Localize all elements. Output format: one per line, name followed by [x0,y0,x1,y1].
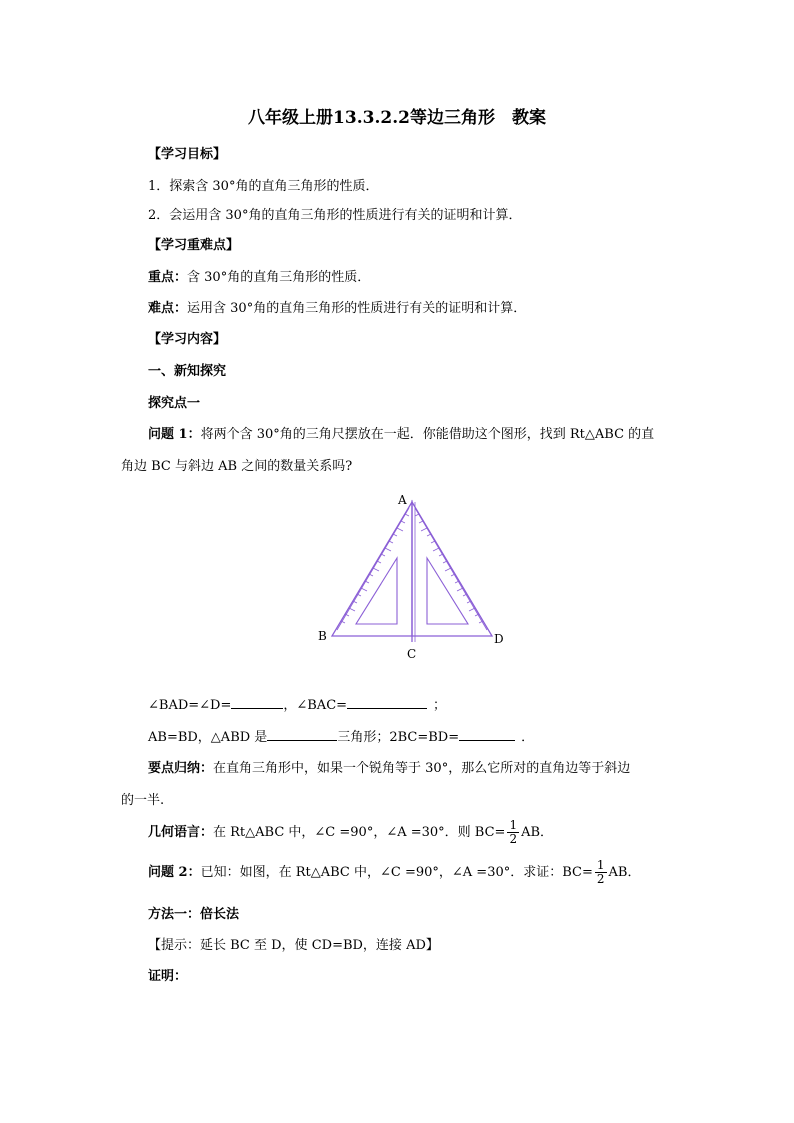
fraction-denominator: 2 [509,832,518,846]
question-2-label: 问题 2： [148,865,201,880]
keypoints-header: 【学习重难点】 [148,238,240,253]
diff-label: 难点： [148,301,188,316]
blank-3[interactable] [267,727,337,741]
goals-header: 【学习目标】 [148,147,227,162]
key-label: 重点： [148,270,188,285]
fraction-denominator: 2 [596,872,605,886]
question-1-label: 问题 1： [148,427,201,442]
label-d: D [494,632,504,646]
angle-bac-text: ，∠BAC= [283,698,348,713]
question-2 [148,858,640,888]
period: ． [521,730,535,745]
point-1-heading: 探究点一 [148,396,201,411]
summary-text: 在直角三角形中，如果一个锐角等于 30°，那么它所对的直角边等于斜边 [213,761,631,776]
part-1-heading: 一、新知探究 [148,364,227,379]
difficult-point [148,299,526,319]
goal-2: 2．会运用含 30°角的直角三角形的性质进行有关的证明和计算． [148,208,522,223]
diff-text: 运用含 30°角的直角三角形的性质进行有关的证明和计算． [187,301,527,316]
blank-4[interactable] [459,727,515,741]
hint-text: 【提示：延长 BC 至 D，使 CD=BD，连接 AD】 [148,938,439,953]
fill-line-2 [148,727,534,748]
left-set-square [332,502,412,636]
geometry-text: 在 Rt△ABC 中，∠C =90°，∠A =30°．则 BC= [213,825,506,840]
left-inner-hole [356,558,397,624]
question-1-line-1 [148,425,654,445]
fraction-numerator: 1 [509,818,518,832]
content-header: 【学习内容】 [148,332,227,347]
question-2-tail: AB． [608,865,641,880]
semicolon: ； [433,698,447,713]
blank-2[interactable] [347,695,427,709]
method-heading: 方法一：倍长法 [148,907,240,922]
summary-line-2: 的一半. [121,793,165,808]
geometry-label: 几何语言： [148,825,214,840]
question-1-line-2: 角边 BC 与斜边 AB 之间的数量关系吗? [121,459,353,474]
label-a: A [398,493,407,507]
right-set-square [412,502,492,636]
blank-1[interactable] [231,695,283,709]
fraction-numerator: 1 [596,858,605,872]
triangle-figure [312,490,512,660]
label-c: C [407,647,417,660]
page-title: 八年级上册13.3.2.2等边三角形 教案 [248,108,546,128]
fraction-half [507,819,519,846]
fraction-half-2 [595,859,607,886]
key-text: 含 30°角的直角三角形的性质． [187,270,371,285]
summary-line-1 [148,759,630,779]
summary-label: 要点归纳： [148,761,214,776]
geometry-language [148,818,553,848]
angle-bad-text: ∠BAD=∠D= [148,698,232,713]
fill-line-1 [148,695,446,716]
question-2-text: 已知：如图，在 Rt△ABC 中，∠C =90°，∠A =30°．求证：BC= [200,865,593,880]
abd-text: AB=BD，△ABD 是 [148,730,268,745]
right-inner-hole [427,558,468,624]
key-point [148,268,370,288]
bc-bd-text: 三角形；2BC=BD= [337,730,460,745]
goal-1: 1．探索含 30°角的直角三角形的性质． [148,179,379,194]
label-b: B [318,629,327,643]
geometry-tail: AB． [521,825,554,840]
proof-label: 证明： [148,969,188,984]
question-1-text: 将两个含 30°角的三角尺摆放在一起．你能借助这个图形，找到 Rt△ABC 的直 [200,427,655,442]
